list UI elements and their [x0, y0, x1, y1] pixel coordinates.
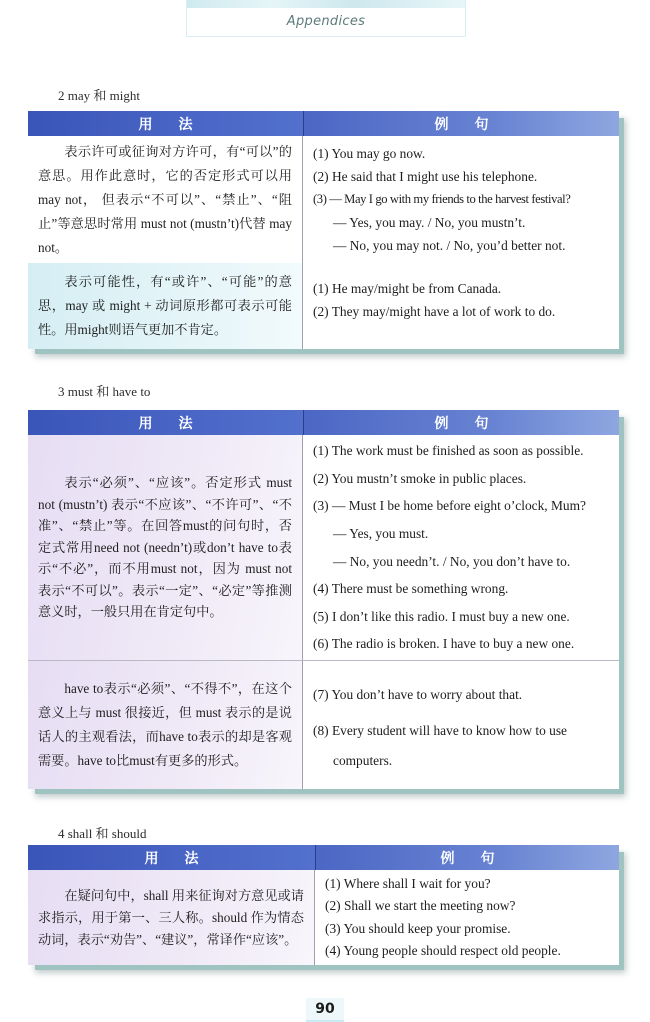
example-line: (1) You may go now. — [313, 146, 426, 161]
header-examples: 例句 — [316, 845, 619, 870]
usage-cell — [28, 136, 303, 263]
header-examples: 例句 — [304, 410, 619, 435]
example-line: (8) Every student will have to know how to use — [313, 723, 568, 738]
examples-cell — [303, 136, 619, 263]
table-row — [28, 136, 619, 263]
table-must-have-to — [28, 410, 619, 789]
decorative-band — [187, 0, 465, 8]
example-line: (2) Shall we start the meeting now? — [325, 898, 516, 913]
table-may-might — [28, 111, 619, 349]
page-number: 90 — [306, 998, 344, 1022]
section-title-may-might: 2 may 和 might — [58, 88, 140, 103]
example-line: (2) They may/might have a lot of work to do. — [313, 304, 556, 319]
example-line: (3) You should keep your promise. — [325, 920, 511, 936]
example-line: (3) — Must I be home before eight o’clock, Mum? — [313, 498, 586, 514]
example-line: (2) You mustn’t smoke in public places. — [313, 470, 527, 486]
table-header — [28, 111, 619, 136]
usage-cell — [28, 263, 303, 349]
example-line: (1) Where shall I wait for you? — [325, 875, 491, 891]
table-row — [28, 660, 619, 789]
running-head — [186, 0, 466, 37]
usage-text: 表示“必须”、“应该”。否定形式 must not (mustn’t) 表示“不应该”、“不许可”、“不准”、“禁止”等。在回答must的问句时，否定式常用need not (needn’t)或don’t have to表示“不必”，而不用must not，因为 must not 表示“不可以”。表示“一定”、“必定”等推测意义时，一般只用在肯定句中。 — [38, 475, 292, 620]
usage-cell — [28, 661, 303, 789]
section-title-shall-should: 4 shall 和 should — [58, 826, 147, 841]
usage-cell — [28, 870, 315, 965]
usage-text: 表示许可或征询对方许可，有“可以”的意思。用作此意时，它的否定形式可以用 may not， 但表示“不可以”、“禁止”、“阻止”等意思时常用 must not (mustn’t)代替 may not。 — [38, 143, 292, 255]
example-line: (1) He may/might be from Canada. — [313, 281, 502, 296]
examples-cell — [303, 263, 619, 349]
example-line: — No, you may not. / No, you’d better not. — [333, 238, 566, 253]
running-head-title: Appendices — [286, 14, 366, 29]
example-line: (4) There must be something wrong. — [313, 581, 509, 597]
header-usage: 用法 — [28, 845, 316, 870]
example-line: (3) — May I go with my friends to the harvest festival? — [313, 192, 571, 206]
header-usage: 用法 — [28, 410, 304, 435]
example-line: (1) The work must be finished as soon as possible. — [313, 443, 584, 459]
usage-text: 表示可能性，有“或许”、“可能”的意思，may 或 might + 动词原形都可表示可能性。用might则语气更加不肯定。 — [38, 274, 292, 337]
example-line: (6) The radio is broken. I have to buy a new one. — [313, 636, 575, 652]
header-usage: 用法 — [28, 111, 304, 136]
table-row — [28, 263, 619, 349]
example-line: — Yes, you may. / No, you mustn’t. — [333, 215, 526, 230]
table-row — [28, 435, 619, 660]
example-line: (2) He said that I might use his telephone. — [313, 169, 538, 184]
example-line: (7) You don’t have to worry about that. — [313, 687, 523, 702]
table-row — [28, 870, 619, 965]
table-shall-should — [28, 845, 619, 965]
table-header — [28, 845, 619, 870]
example-line: computers. — [333, 753, 393, 768]
usage-text: have to表示“必须”、“不得不”，在这个意义上与 must 很接近，但 must 表示的是说话人的主观看法，而have to表示的却是客观需要。have to比must有更多的形式。 — [38, 681, 292, 768]
table-header — [28, 410, 619, 435]
header-examples: 例句 — [304, 111, 619, 136]
example-line: — No, you needn’t. / No, you don’t have to. — [333, 553, 571, 569]
example-line: (5) I don’t like this radio. I must buy a new one. — [313, 608, 570, 624]
examples-cell — [303, 661, 619, 789]
examples-cell — [303, 435, 619, 660]
section-title-must-have-to: 3 must 和 have to — [58, 384, 151, 399]
usage-cell — [28, 435, 303, 660]
example-line: (4) Young people should respect old people. — [325, 943, 561, 958]
example-line: — Yes, you must. — [333, 525, 429, 541]
examples-cell — [315, 870, 619, 965]
usage-text: 在疑问句中，shall 用来征询对方意见或请求指示，用于第一、三人称。should 作为情态动词，表示“劝告”、“建议”，常译作“应该”。 — [38, 887, 304, 947]
